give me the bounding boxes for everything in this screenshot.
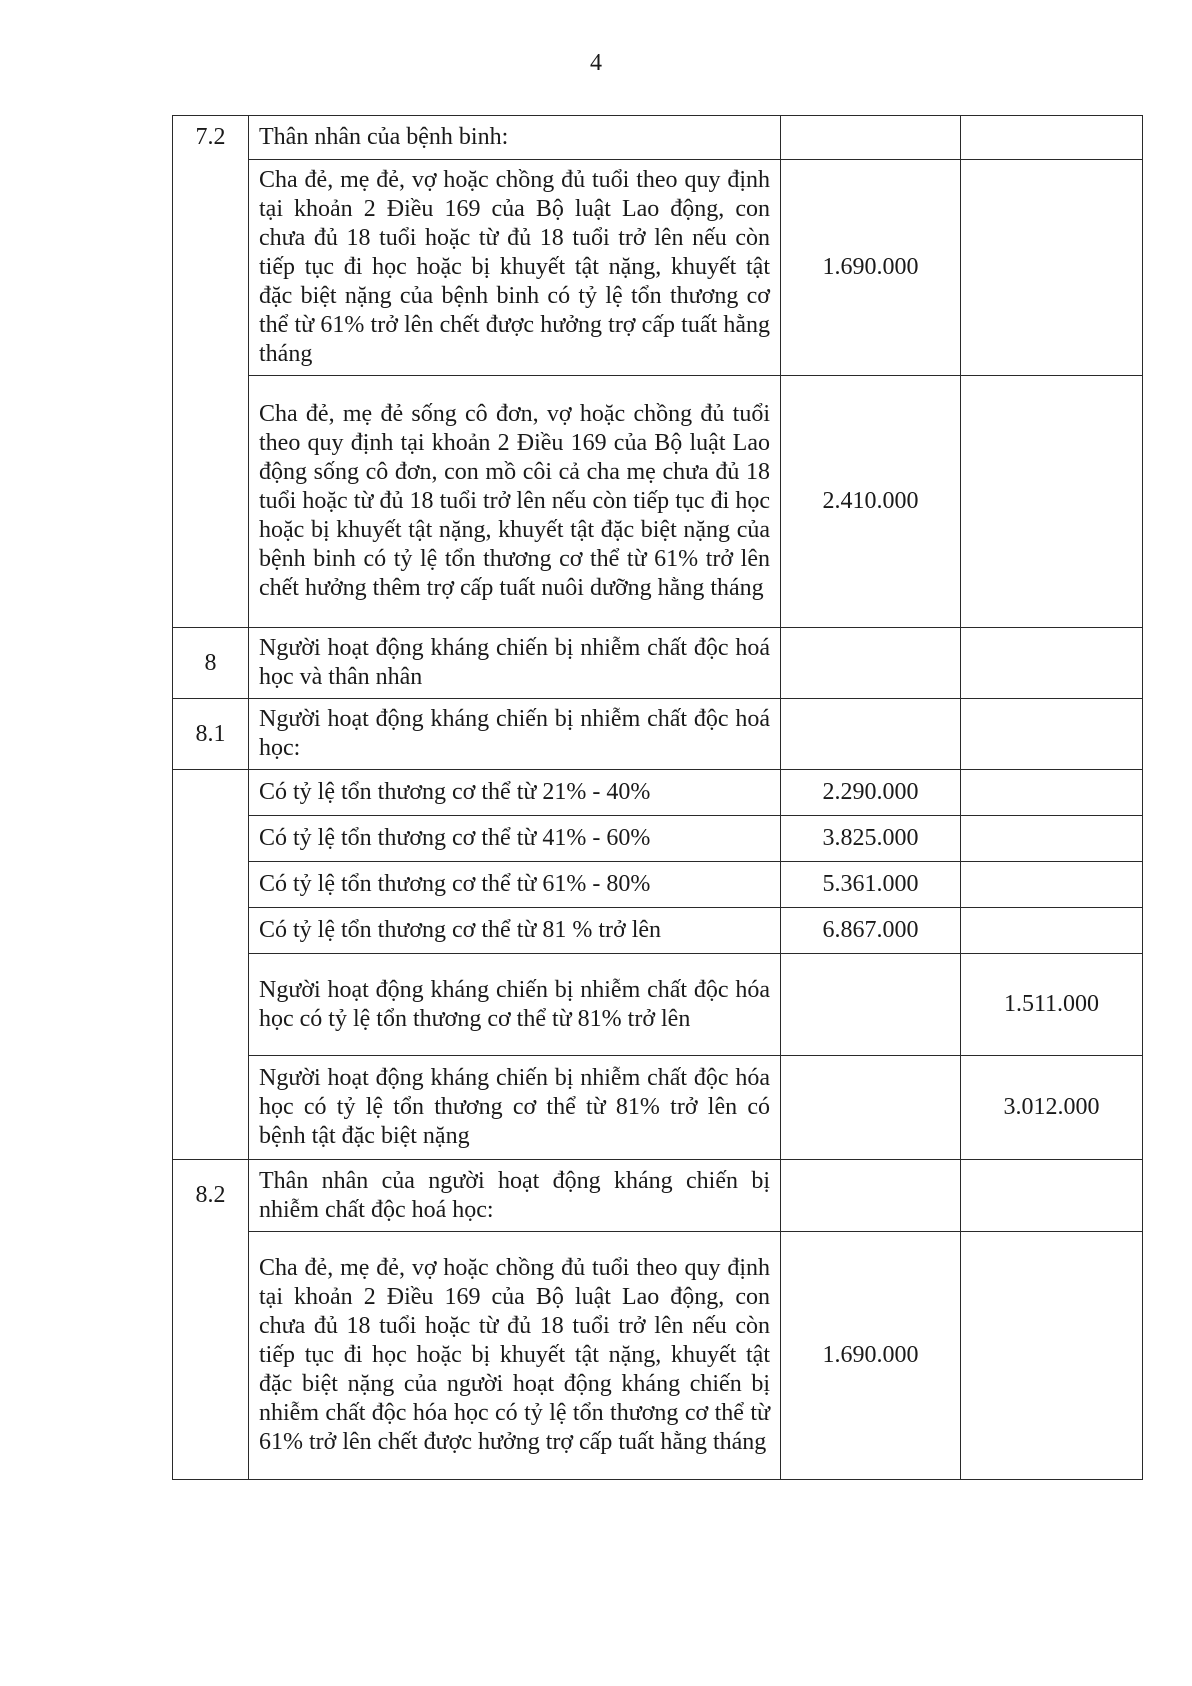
amount-extra xyxy=(961,628,1143,699)
table-row xyxy=(173,1056,1143,1160)
amount-extra xyxy=(961,908,1143,954)
page-number: 4 xyxy=(590,50,602,76)
row-index xyxy=(173,1232,249,1480)
row-index: 8.1 xyxy=(173,699,249,770)
amount-extra xyxy=(961,862,1143,908)
row-index xyxy=(173,376,249,628)
row-index xyxy=(173,862,249,908)
amount-monthly: 2.410.000 xyxy=(781,376,961,628)
amount-extra xyxy=(961,376,1143,628)
amount-monthly xyxy=(781,1160,961,1232)
row-description: Người hoạt động kháng chiến bị nhiễm chất độc hoá học và thân nhân xyxy=(249,628,781,699)
row-description: Có tỷ lệ tổn thương cơ thể từ 81 % trở lên xyxy=(249,908,781,954)
row-description: Cha đẻ, mẹ đẻ, vợ hoặc chồng đủ tuổi theo quy định tại khoản 2 Điều 169 của Bộ luật Lao động, con chưa đủ 18 tuổi hoặc từ đủ 18 tuổi trở lên nếu còn tiếp tục đi học hoặc bị khuyết tật nặng, khuyết tật đặc biệt nặng của bệnh binh có tỷ lệ tổn thương cơ thể từ 61% trở lên chết được hưởng trợ cấp tuất hằng tháng xyxy=(249,160,781,376)
row-description: Người hoạt động kháng chiến bị nhiễm chất độc hóa học có tỷ lệ tổn thương cơ thể từ 81% trở lên có bệnh tật đặc biệt nặng xyxy=(249,1056,781,1160)
row-description: Có tỷ lệ tổn thương cơ thể từ 61% - 80% xyxy=(249,862,781,908)
amount-monthly: 1.690.000 xyxy=(781,1232,961,1480)
row-description: Thân nhân của bệnh binh: xyxy=(249,116,781,160)
row-index xyxy=(173,160,249,376)
amount-extra: 1.511.000 xyxy=(961,954,1143,1056)
amount-monthly xyxy=(781,954,961,1056)
amount-extra xyxy=(961,116,1143,160)
row-index xyxy=(173,770,249,816)
amount-extra xyxy=(961,1160,1143,1232)
amount-extra xyxy=(961,770,1143,816)
amount-monthly: 6.867.000 xyxy=(781,908,961,954)
table-row xyxy=(173,1160,1143,1232)
amount-extra xyxy=(961,1232,1143,1480)
row-index xyxy=(173,908,249,954)
table-row xyxy=(173,770,1143,816)
amount-monthly: 5.361.000 xyxy=(781,862,961,908)
row-index: 8.2 xyxy=(173,1160,249,1232)
table-row xyxy=(173,160,1143,376)
amount-extra: 3.012.000 xyxy=(961,1056,1143,1160)
amount-monthly xyxy=(781,116,961,160)
amount-monthly: 1.690.000 xyxy=(781,160,961,376)
row-index xyxy=(173,816,249,862)
row-description: Có tỷ lệ tổn thương cơ thể từ 21% - 40% xyxy=(249,770,781,816)
row-index xyxy=(173,954,249,1056)
row-index xyxy=(173,1056,249,1160)
amount-extra xyxy=(961,816,1143,862)
allowance-table xyxy=(172,115,1143,1480)
table-row xyxy=(173,954,1143,1056)
table-row xyxy=(173,699,1143,770)
amount-monthly xyxy=(781,628,961,699)
table-row xyxy=(173,862,1143,908)
amount-extra xyxy=(961,160,1143,376)
amount-monthly: 2.290.000 xyxy=(781,770,961,816)
row-description: Cha đẻ, mẹ đẻ sống cô đơn, vợ hoặc chồng đủ tuổi theo quy định tại khoản 2 Điều 169 của Bộ luật Lao động sống cô đơn, con mồ côi cả cha mẹ chưa đủ 18 tuổi hoặc từ đủ 18 tuổi trở lên nếu còn tiếp tục đi học hoặc bị khuyết tật nặng, khuyết tật đặc biệt nặng của bệnh binh có tỷ lệ tổn thương cơ thể từ 61% trở lên chết hưởng thêm trợ cấp tuất nuôi dưỡng hằng tháng xyxy=(249,376,781,628)
amount-monthly xyxy=(781,1056,961,1160)
row-index: 7.2 xyxy=(173,116,249,160)
table-row xyxy=(173,816,1143,862)
row-description: Có tỷ lệ tổn thương cơ thể từ 41% - 60% xyxy=(249,816,781,862)
table-row xyxy=(173,376,1143,628)
amount-monthly xyxy=(781,699,961,770)
amount-monthly: 3.825.000 xyxy=(781,816,961,862)
table-row xyxy=(173,116,1143,160)
row-description: Người hoạt động kháng chiến bị nhiễm chất độc hóa học có tỷ lệ tổn thương cơ thể từ 81% trở lên xyxy=(249,954,781,1056)
row-description: Thân nhân của người hoạt động kháng chiến bị nhiễm chất độc hoá học: xyxy=(249,1160,781,1232)
table-row xyxy=(173,908,1143,954)
row-description: Người hoạt động kháng chiến bị nhiễm chất độc hoá học: xyxy=(249,699,781,770)
table-row xyxy=(173,1232,1143,1480)
row-description: Cha đẻ, mẹ đẻ, vợ hoặc chồng đủ tuổi theo quy định tại khoản 2 Điều 169 của Bộ luật Lao động, con chưa đủ 18 tuổi hoặc từ đủ 18 tuổi trở lên nếu còn tiếp tục đi học hoặc bị khuyết tật nặng, khuyết tật đặc biệt nặng của người hoạt động kháng chiến bị nhiễm chất độc hóa học có tỷ lệ tổn thương cơ thể từ 61% trở lên chết được hưởng trợ cấp tuất hằng tháng xyxy=(249,1232,781,1480)
table-row xyxy=(173,628,1143,699)
row-index: 8 xyxy=(173,628,249,699)
amount-extra xyxy=(961,699,1143,770)
